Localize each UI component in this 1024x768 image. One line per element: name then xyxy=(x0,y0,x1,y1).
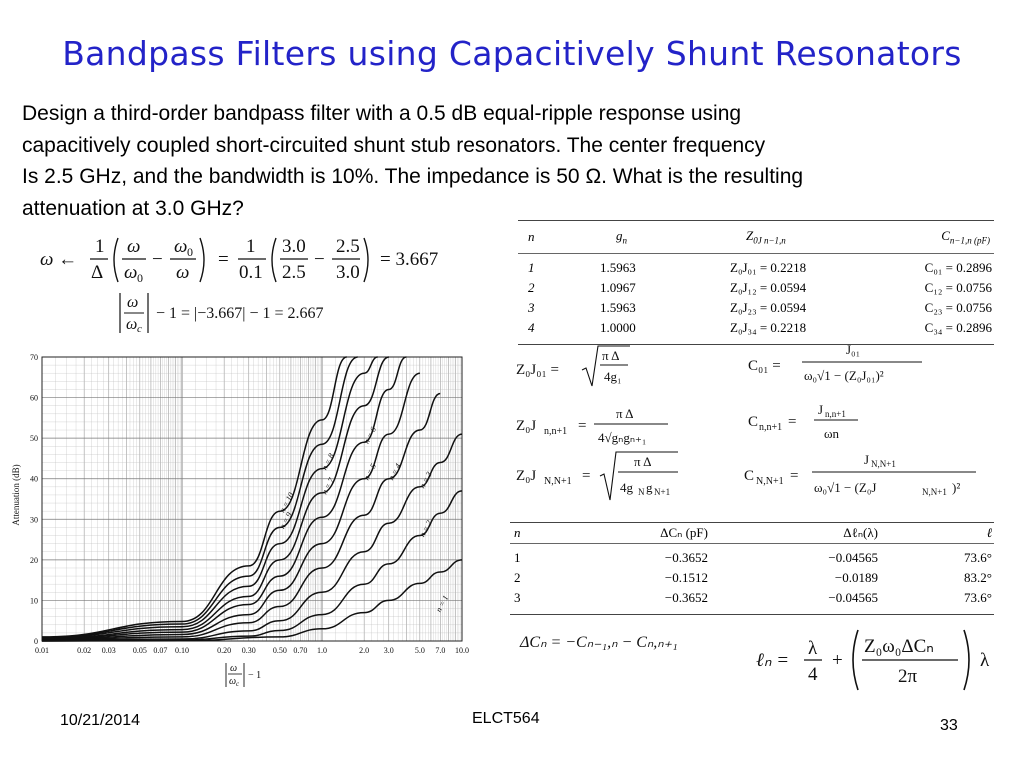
x-tick-label: 2.0 xyxy=(359,646,370,655)
x-tick-label: 7.0 xyxy=(435,646,446,655)
col-c-header: $C_{n-1,n (pF)}$ xyxy=(941,228,990,246)
x-tick-label: 0.50 xyxy=(272,646,287,655)
x-tick-label: 0.70 xyxy=(293,646,308,655)
footer-course: ELCT564 xyxy=(472,710,540,727)
coupling-values-table xyxy=(518,220,994,345)
eq-zero-one: 0.1 xyxy=(239,262,263,283)
series-label: n = 5 xyxy=(361,462,379,482)
problem-line: Design a third-order bandpass filter with a 0.5 dB equal-ripple response using xyxy=(22,102,742,125)
cell-zj: Z₀J₃₄ = 0.2218 xyxy=(730,320,807,335)
cell-dc: −0.1512 xyxy=(664,570,708,585)
xlabel-den: ω xyxy=(229,676,237,687)
series-label: n = 4 xyxy=(386,462,403,482)
eq-sub0: 0 xyxy=(137,271,143,285)
eq-omega-num: ω xyxy=(127,236,141,257)
col-n-header: n xyxy=(528,229,535,244)
eq-omega-den: ω xyxy=(176,262,190,283)
table-header-row xyxy=(518,221,994,253)
formula-z0jN-sub: N,N+1 xyxy=(544,476,572,487)
eq-minus-b: − xyxy=(314,249,325,270)
y-tick-label: 10 xyxy=(30,596,38,606)
chart-ylabel: Attenuation (dB) xyxy=(11,464,21,526)
cell-g: 1.5963 xyxy=(600,260,636,275)
formula-cn-num: J xyxy=(818,402,824,417)
cell-g: 1.0967 xyxy=(600,280,636,295)
x-tick-label: 5.0 xyxy=(414,646,425,655)
series-label: n = 2 xyxy=(417,518,434,539)
cell-dl: −0.0189 xyxy=(834,570,878,585)
y-tick-label: 60 xyxy=(30,393,38,403)
formula-z0jn-num: π Δ xyxy=(616,406,634,421)
footer-date: 10/21/2014 xyxy=(60,712,141,729)
cell-c: C₃₄ = 0.2896 xyxy=(924,320,992,335)
cell-dc: −0.3652 xyxy=(664,590,708,605)
series-line xyxy=(42,491,462,641)
cell-n: 3 xyxy=(514,590,521,605)
col-dl-header: Δℓₙ(λ) xyxy=(843,525,878,540)
chart-xlabel xyxy=(226,663,261,688)
formula-z0jN-densub: N xyxy=(638,487,645,497)
y-tick-label: 70 xyxy=(30,353,38,362)
formula-cN-numsub: N,N+1 xyxy=(871,459,896,469)
formula-cn-numsub: n,n+1 xyxy=(825,409,846,419)
cell-dl: −0.04565 xyxy=(828,550,878,565)
cell-n: 1 xyxy=(528,260,535,275)
ln-frac-num: λ xyxy=(808,638,818,659)
x-tick-label: 3.0 xyxy=(383,646,394,655)
formula-z0jN-lhs: Z₀J xyxy=(516,468,537,484)
xlabel-num: ω xyxy=(230,663,238,674)
coupling-formulas xyxy=(512,340,992,508)
chart-grid xyxy=(42,357,462,641)
eq-minus: − xyxy=(152,249,163,270)
x-tick-label: 0.05 xyxy=(132,646,147,655)
problem-line: attenuation at 3.0 GHz? xyxy=(22,196,244,220)
formula-c01-lhs: C₀₁ = xyxy=(748,358,781,374)
cell-zj: Z₀J₂₃ = 0.0594 xyxy=(730,300,807,315)
page-number: 33 xyxy=(940,717,958,734)
eq-f3: 2.5 xyxy=(336,236,360,257)
cell-l: 73.6° xyxy=(964,590,992,605)
cell-n: 3 xyxy=(528,300,535,315)
formula-c01-num: J₀₁ xyxy=(846,342,861,357)
plot-frame xyxy=(42,357,462,641)
table-row xyxy=(510,588,994,608)
slide-title: Bandpass Filters using Capacitively Shunt Resonators xyxy=(62,34,962,73)
delta-c-equation: ΔCₙ = −Cₙ₋₁,ₙ − Cₙ,ₙ₊₁ xyxy=(520,634,678,651)
xlabel-tail: − 1 xyxy=(248,670,262,681)
y-tick-label: 50 xyxy=(30,434,38,444)
problem-line: capacitively coupled short-circuited shunt stub resonators. The center frequency xyxy=(22,133,766,157)
x-tick-label: 0.20 xyxy=(217,646,232,655)
table-header-row xyxy=(510,523,994,543)
formula-cN-densub: N,N+1 xyxy=(922,487,947,497)
eq2-sub-c: c xyxy=(137,323,142,335)
formula-z0jN-den2: g xyxy=(646,480,653,495)
x-tick-label: 0.02 xyxy=(77,646,92,655)
cell-zj: Z₀J₁₂ = 0.0594 xyxy=(730,280,807,295)
series-line xyxy=(42,357,347,637)
chart-curves xyxy=(42,357,462,641)
cell-zj: Z₀J₀₁ = 0.2218 xyxy=(730,260,807,275)
eq-one: 1 xyxy=(95,236,105,257)
y-tick-label: 0 xyxy=(34,637,38,646)
formula-cN-den: ω₀√1 − (Z₀J xyxy=(814,480,877,495)
x-tick-label: 10.0 xyxy=(455,646,469,655)
formula-cN-den-end: )² xyxy=(952,480,961,495)
eq-f2: 2.5 xyxy=(282,262,306,283)
xlabel-den-sub: c xyxy=(236,680,240,688)
formula-z0j01-num: π Δ xyxy=(602,348,620,363)
x-tick-label: 0.30 xyxy=(241,646,256,655)
formula-z0j01-lhs: Z₀J₀₁ = xyxy=(516,362,559,378)
cell-g: 1.0000 xyxy=(600,320,636,335)
x-tick-label: 0.01 xyxy=(35,646,49,655)
x-tick-label: 0.07 xyxy=(153,646,168,655)
col-n-header: n xyxy=(514,525,521,540)
series-label: n = 1 xyxy=(434,593,451,614)
cell-c: C₂₃ = 0.0756 xyxy=(924,300,992,315)
series-line xyxy=(42,357,378,638)
ln-frac-den: 4 xyxy=(808,664,818,685)
formula-z0jn-sub: n,n+1 xyxy=(544,426,568,437)
formula-z0jN-num: π Δ xyxy=(634,454,652,469)
col-g-header: $g_n$ xyxy=(616,228,627,246)
formula-cN-num: J xyxy=(864,452,870,467)
formula-z0jn-den: 4√gₙgₙ₊₁ xyxy=(598,430,647,445)
eq2-rest: − 1 = |−3.667| − 1 = 2.667 xyxy=(156,305,324,322)
cell-c: C₀₁ = 0.2896 xyxy=(924,260,992,275)
series-label: n = 6 xyxy=(361,425,379,446)
formula-c01-den: ω₀√1 − (Z₀J₀₁)² xyxy=(804,368,884,383)
x-tick-label: 1.0 xyxy=(317,646,327,655)
table-row xyxy=(510,548,994,568)
eq-delta: Δ xyxy=(91,262,104,283)
eq-equals: = xyxy=(218,249,229,270)
y-tick-label: 30 xyxy=(30,515,38,525)
cell-c: C₁₂ = 0.0756 xyxy=(924,280,992,295)
formula-cn-eq: = xyxy=(788,414,797,430)
formula-cn-den: ωn xyxy=(824,426,840,441)
formula-cn-sub: n,n+1 xyxy=(759,422,783,433)
cell-n: 2 xyxy=(514,570,521,585)
formula-z0jN-densub2: N+1 xyxy=(654,487,671,497)
cell-dc: −0.3652 xyxy=(664,550,708,565)
series-line xyxy=(42,373,420,639)
ln-lhs: ℓₙ = xyxy=(756,650,790,671)
eq-one-b: 1 xyxy=(246,236,256,257)
series-label: n = 3 xyxy=(417,470,434,490)
y-tick-label: 20 xyxy=(30,555,38,565)
normalized-frequency-equation xyxy=(118,290,378,336)
cell-l: 73.6° xyxy=(964,550,992,565)
length-equation xyxy=(752,624,1002,694)
x-tick-label: 0.03 xyxy=(101,646,116,655)
problem-line: Is 2.5 GHz, and the bandwidth is 10%. The impedance is 50 Ω. What is the resulting xyxy=(22,165,804,188)
table-row xyxy=(518,298,994,318)
formula-z0jn-lhs: Z₀J xyxy=(516,418,537,434)
formula-cN-sub: N,N+1 xyxy=(756,476,784,487)
col-dc-header: ΔCₙ (pF) xyxy=(660,525,708,540)
cell-g: 1.5963 xyxy=(600,300,636,315)
table-body xyxy=(518,254,994,344)
cell-n: 4 xyxy=(528,320,535,335)
eq2-omega: ω xyxy=(127,294,139,311)
eq-omega0-den: ω xyxy=(124,262,138,283)
cell-dl: −0.04565 xyxy=(828,590,878,605)
series-label: n = 8 xyxy=(319,451,336,472)
series-label: n = 9 xyxy=(277,510,294,531)
eq-f4: 3.0 xyxy=(336,262,360,283)
table-rule xyxy=(510,614,994,615)
col-l-header: ℓ xyxy=(986,525,992,540)
ln-tail: λ xyxy=(980,650,990,671)
series-label: n = 10 xyxy=(277,490,296,515)
col-zj-header: $Z_{0J n-1,n}$ xyxy=(746,228,786,246)
formula-cN-lhs: C xyxy=(744,468,755,484)
ln-plus: + xyxy=(832,650,843,671)
eq-omega0-num: ω xyxy=(174,236,188,257)
cell-l: 83.2° xyxy=(964,570,992,585)
chart-ticks xyxy=(30,353,469,655)
formula-z0jn-eq: = xyxy=(578,418,587,434)
formula-z0j01-den: 4g₁ xyxy=(604,369,622,384)
eq-f1: 3.0 xyxy=(282,236,306,257)
formula-z0jN-den: 4g xyxy=(620,480,633,495)
problem-statement xyxy=(22,98,1012,224)
formula-z0jN-eq: = xyxy=(582,468,591,484)
ln-big-den: 2π xyxy=(898,666,918,687)
table-row xyxy=(510,568,994,588)
x-tick-label: 0.10 xyxy=(175,646,189,655)
formula-cn-lhs: C xyxy=(748,414,759,430)
length-correction-table xyxy=(510,522,994,615)
series-label: n = 7 xyxy=(319,476,336,496)
attenuation-chart xyxy=(8,345,474,690)
table-row xyxy=(518,318,994,338)
table-row xyxy=(518,258,994,278)
cell-n: 2 xyxy=(528,280,535,295)
cell-n: 1 xyxy=(514,550,521,565)
eq2-omega-c: ω xyxy=(126,316,138,333)
table-row xyxy=(518,278,994,298)
ln-big-num: Z₀ω₀ΔCₙ xyxy=(864,636,934,657)
eq-lhs: ω ← xyxy=(40,249,78,270)
frequency-transform-equation xyxy=(40,232,470,288)
eq-sub0b: 0 xyxy=(187,245,193,259)
eq-result: = 3.667 xyxy=(380,249,439,270)
table-body xyxy=(510,544,994,614)
y-tick-label: 40 xyxy=(30,474,38,484)
formula-cN-eq: = xyxy=(790,468,799,484)
